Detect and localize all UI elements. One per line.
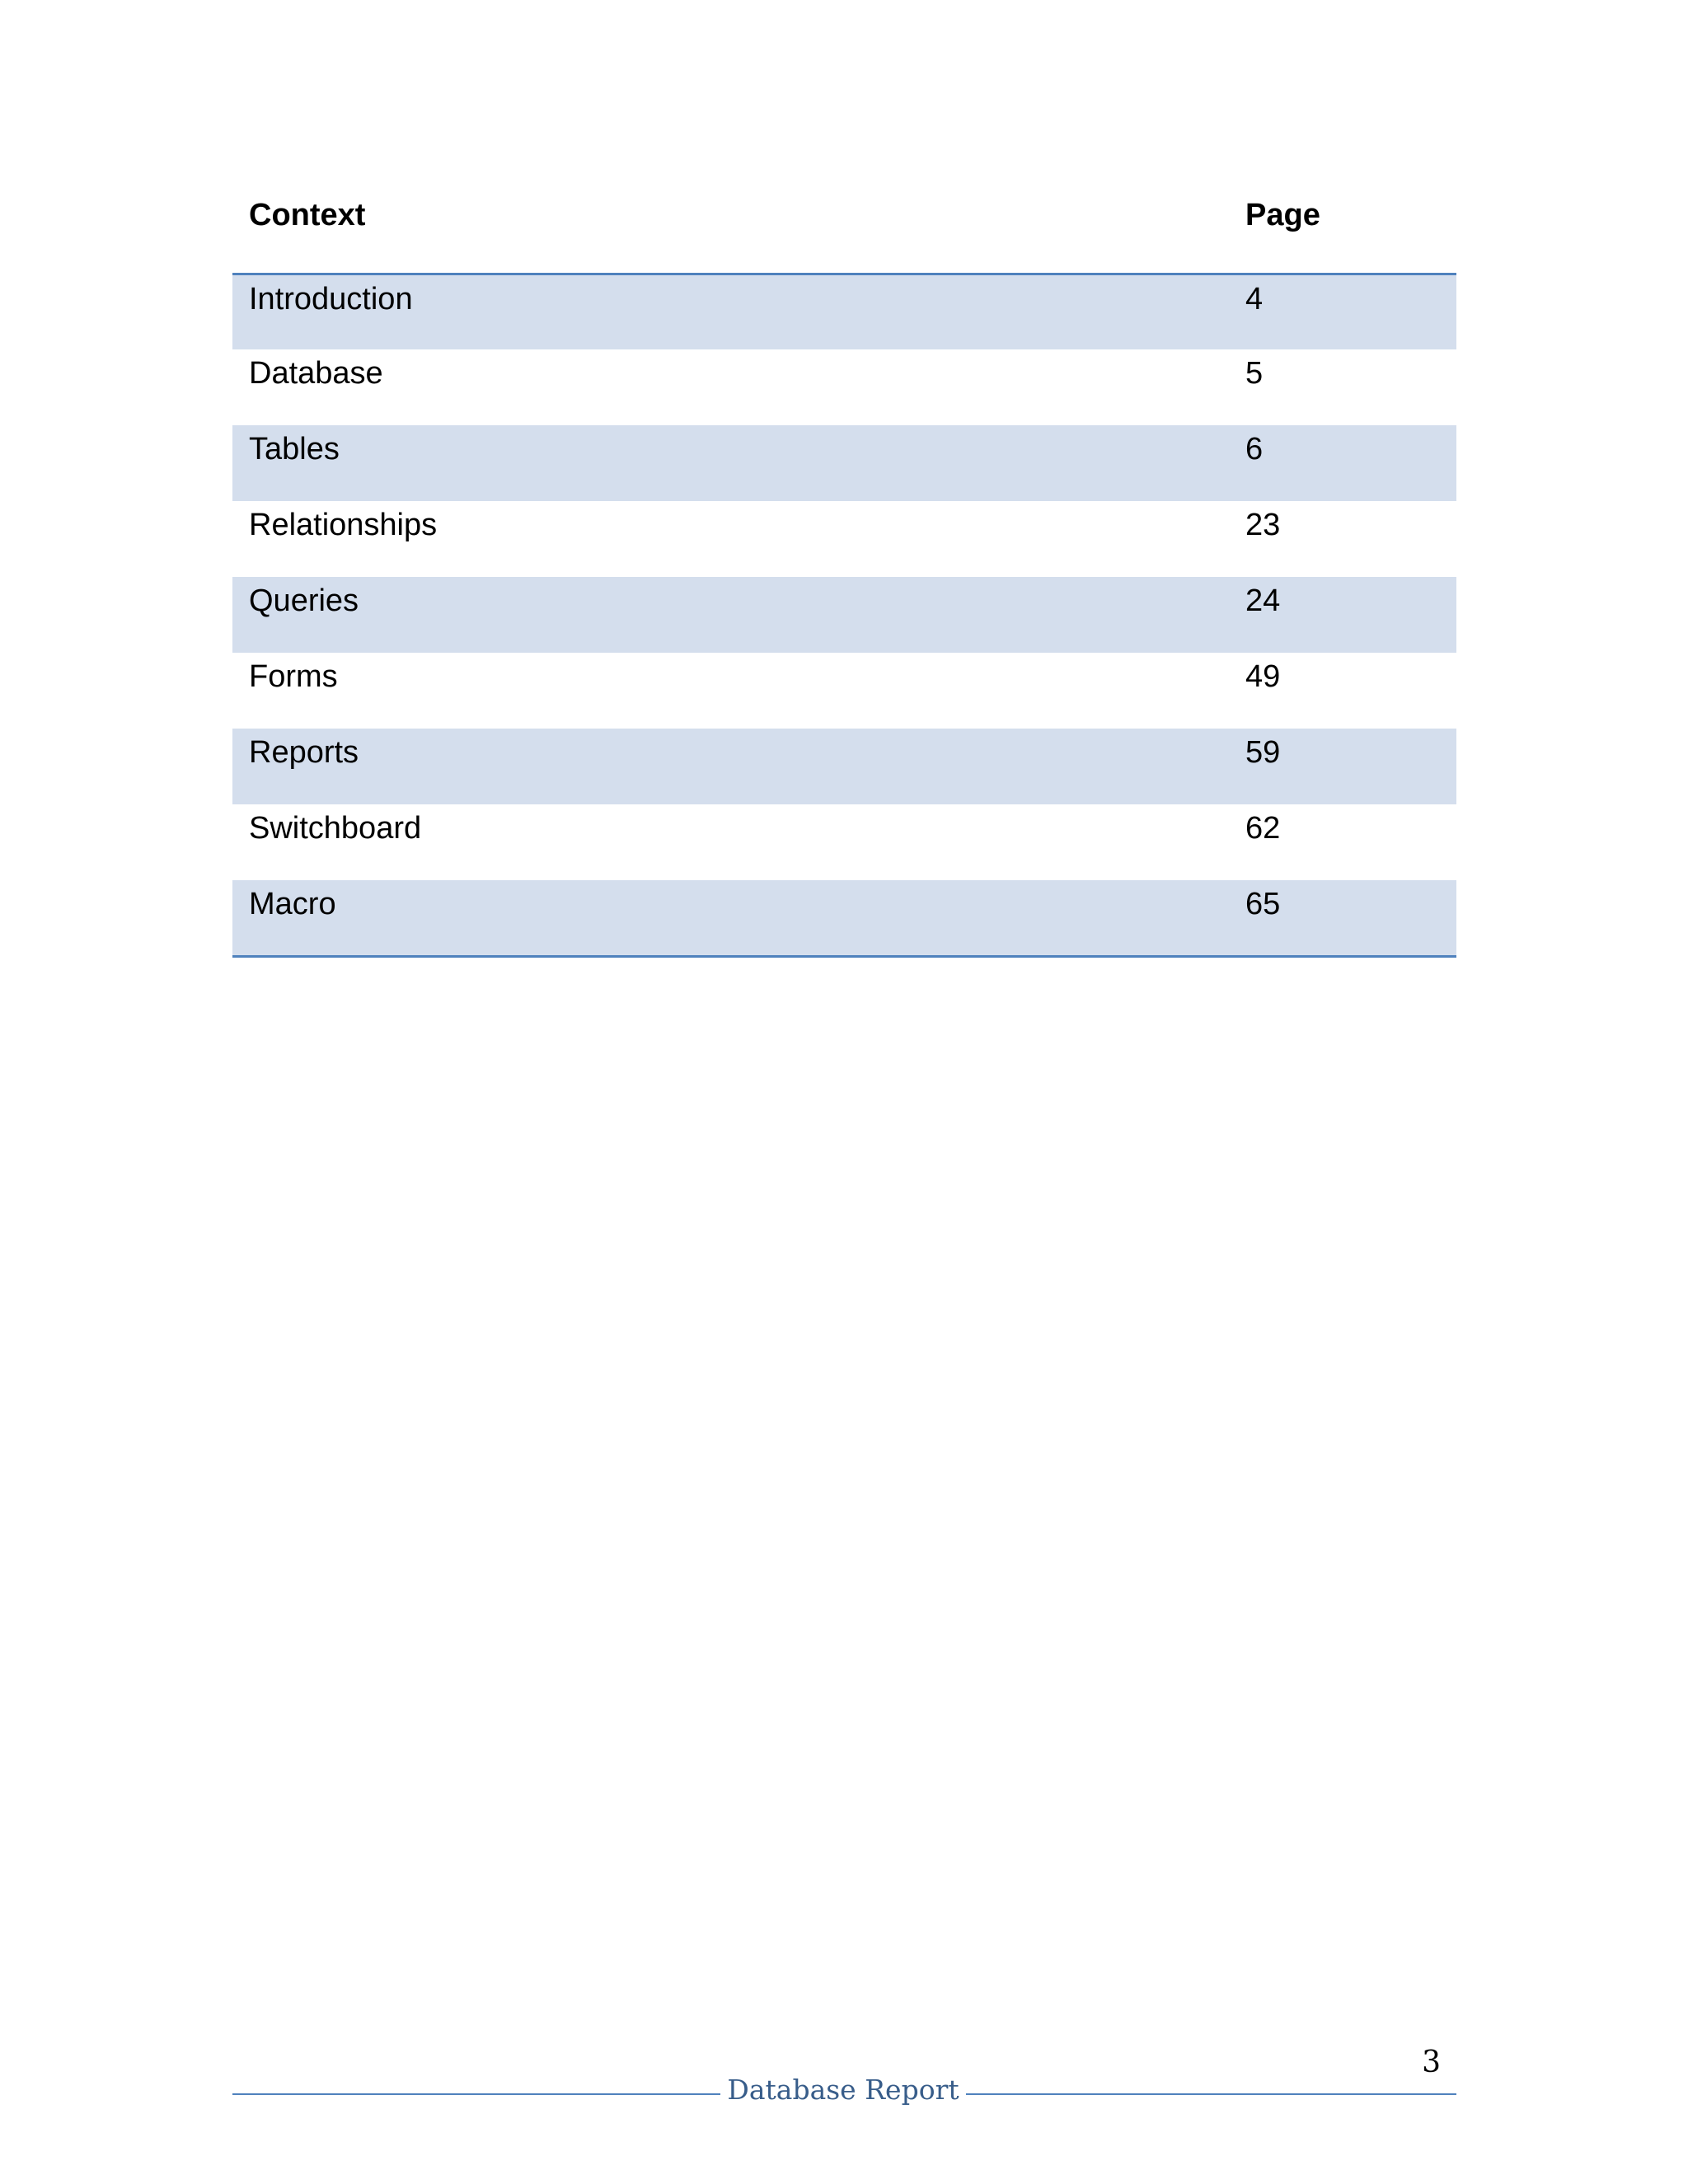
toc-row [232, 729, 1456, 804]
toc-entry-page: 49 [1245, 659, 1281, 694]
toc-header-context: Context [232, 181, 1229, 274]
toc-row [232, 349, 1456, 425]
footer-title: Database Report [727, 2074, 959, 2106]
toc-entry-title: Reports [232, 729, 1229, 804]
toc-row [232, 577, 1456, 653]
toc-entry-title: Relationships [249, 508, 438, 542]
toc-entry-page: 23 [1245, 508, 1281, 542]
toc-header-row [232, 181, 1456, 274]
footer-divider-right [966, 2093, 1456, 2095]
toc-row [232, 425, 1456, 501]
toc-row [232, 804, 1456, 880]
footer-divider-left [232, 2093, 720, 2095]
toc-entry-title: Introduction [232, 274, 1229, 349]
toc-row [232, 501, 1456, 577]
toc-entry-title: Queries [232, 577, 1229, 653]
toc-entry-title: Tables [232, 425, 1229, 501]
toc-entry-page: 5 [1245, 356, 1264, 391]
toc-entry-page: 62 [1245, 811, 1281, 846]
toc-entry-page: 59 [1229, 729, 1456, 804]
toc-entry-page: 65 [1229, 880, 1456, 956]
toc-entry-title: Switchboard [249, 811, 422, 846]
footer-page-number: 3 [1422, 2046, 1441, 2079]
toc-row [232, 880, 1456, 956]
toc-entry-title: Forms [249, 659, 338, 694]
toc-header-page: Page [1229, 181, 1456, 274]
toc-entry-page: 6 [1229, 425, 1456, 501]
toc-entry-title: Macro [232, 880, 1229, 956]
toc-row [232, 653, 1456, 729]
toc-entry-title: Database [249, 356, 383, 391]
toc-entry-page: 4 [1229, 274, 1456, 349]
table-of-contents [232, 181, 1456, 958]
toc-row [232, 274, 1456, 349]
toc-entry-page: 24 [1229, 577, 1456, 653]
